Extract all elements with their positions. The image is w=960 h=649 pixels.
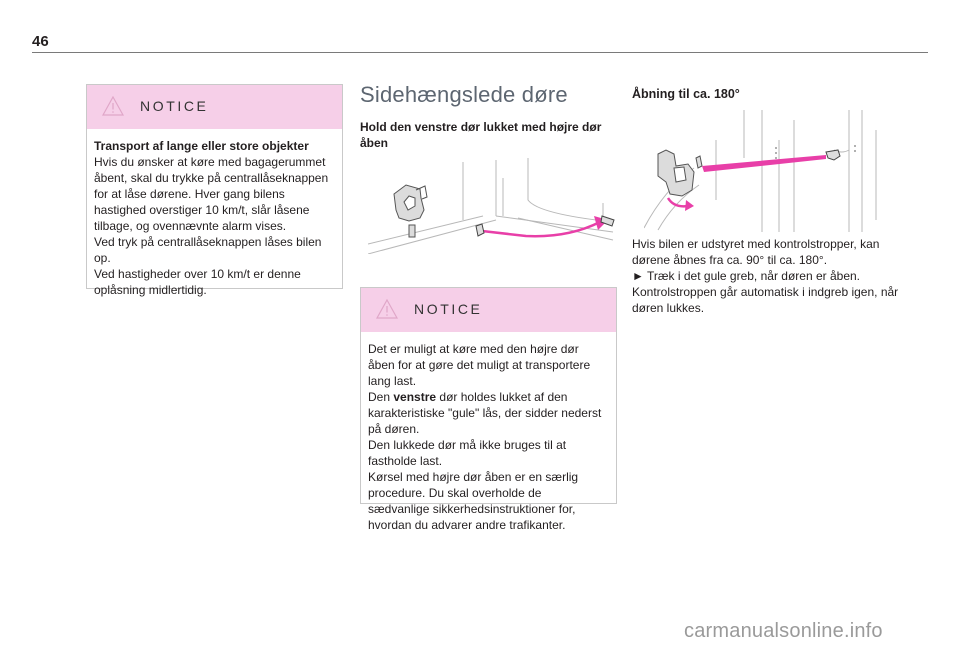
warning-icon: [376, 299, 398, 319]
yellow-handle-icon: [658, 150, 702, 196]
door-strap-illustration: [644, 110, 890, 232]
notice-body: [87, 129, 342, 308]
strap-anchor-icon: [826, 150, 840, 160]
section-title: Sidehængslede døre: [360, 82, 568, 107]
notice-box-transport: [86, 84, 343, 297]
notice-label: NOTICE: [140, 98, 209, 114]
warning-icon: [102, 96, 124, 116]
opening-para-3: Kontrolstroppen går automatisk i indgreb igen, når døren lukkes.: [632, 285, 899, 315]
arrow-head: [685, 200, 694, 211]
notice-text: Det er muligt at køre med den højre dør åben for at gøre det muligt at transportere lang last. Den venstre dør holdes lukket af den karakteristiske "gule" lås, der sidder nederst på døren. Den lukkede dør må ikke bruges til at fastholde last. Kørsel med højre dør åben er en særlig procedure. Du skal overholde de sædvanlige sikkerhedsinstruktioner for, hvordan du advarer andre trafikanter.: [368, 342, 602, 532]
strap-pointer: [702, 155, 826, 172]
magenta-arrow: [482, 222, 600, 236]
opening-text: [632, 236, 902, 316]
notice-header: [361, 288, 616, 332]
opening-para-1: Hvis bilen er udstyret med kontrolstropper, kan dørene åbnes fra ca. 90° til ca. 180°.: [632, 237, 880, 267]
notice-header: [87, 85, 342, 129]
notice-body: [361, 332, 616, 543]
opening-heading: Åbning til ca. 180°: [632, 87, 740, 101]
yellow-latch-icon: [394, 185, 427, 237]
opening-para-2: ► Træk i det gule greb, når døren er åben.: [632, 269, 860, 283]
notice-label: NOTICE: [414, 301, 483, 317]
watermark: carmanualsonline.info: [684, 620, 883, 642]
door-latch-illustration: [368, 158, 616, 254]
notice-text: Hvis du ønsker at køre med bagagerummet åbent, skal du trykke på centrallåseknappen for at låse dørene. Hver gang bilens hastighed overstiger 10 km/t, slår låsene tilbage, og ovennævnte alarm vises. Ved tryk på centrallåseknappen låses bilen op. Ved hastigheder over 10 km/t er denne oplåsning midlertidig.: [94, 155, 329, 297]
emphasis-left-door: venstre: [393, 390, 437, 404]
notice-box-door: [360, 287, 617, 532]
header-rule: [32, 52, 928, 53]
section-subtitle: Hold den venstre dør lukket med højre dør åben: [360, 120, 602, 150]
notice-title: Transport af lange eller store objekter: [94, 139, 309, 153]
page-number: 46: [32, 33, 49, 50]
